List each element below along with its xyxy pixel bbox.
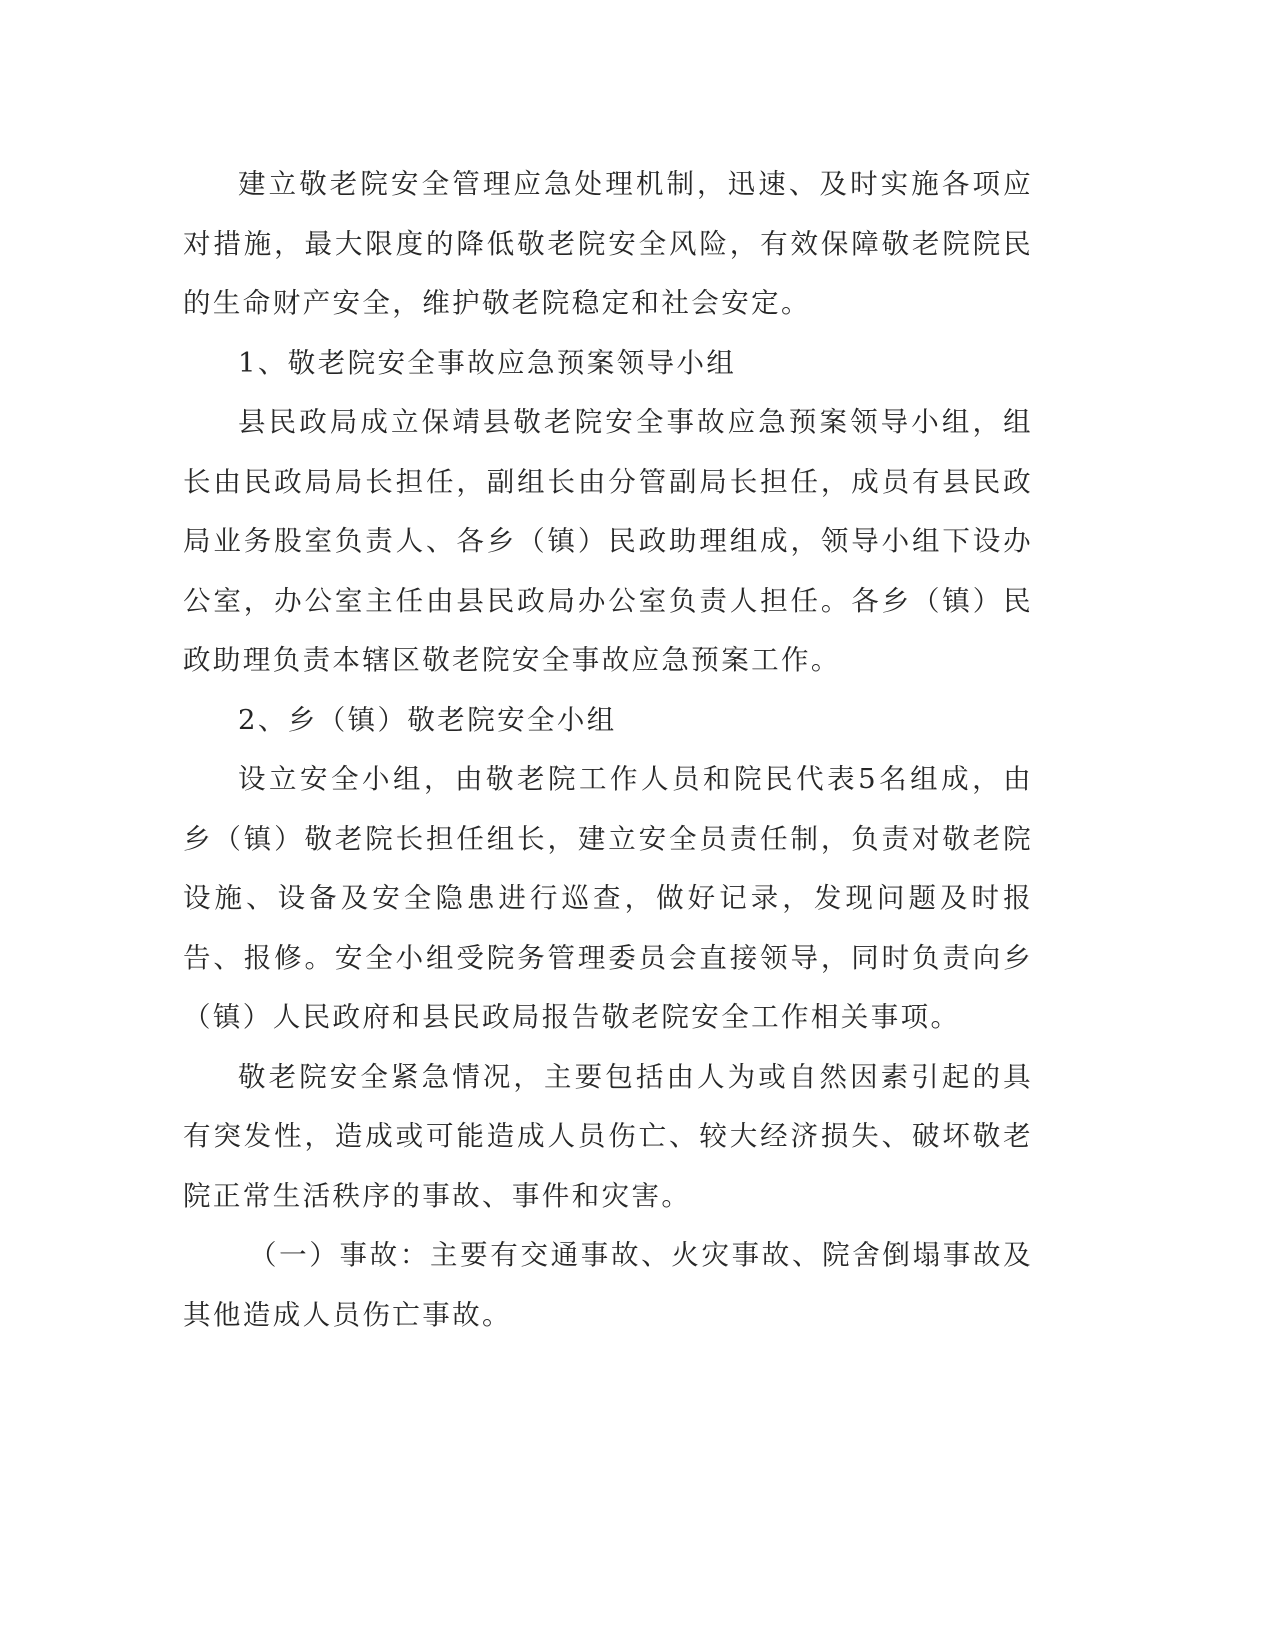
paragraph-intro: 建立敬老院安全管理应急处理机制，迅速、及时实施各项应对措施，最大限度的降低敬老院安全风险，有效保障敬老院院民的生命财产安全，维护敬老院稳定和社会安定。 (183, 168, 1033, 319)
document-body (183, 155, 1033, 1345)
paragraph-leadership-group: 县民政局成立保靖县敬老院安全事故应急预案领导小组，组长由民政局局长担任，副组长由分管副局长担任，成员有县民政局业务股室负责人、各乡（镇）民政助理组成，领导小组下设办公室，办公室主任由县民政局办公室负责人担任。各乡（镇）民政助理负责本辖区敬老院安全事故应急预案工作。 (183, 406, 1033, 676)
paragraph-accidents: （一）事故：主要有交通事故、火灾事故、院舍倒塌事故及其他造成人员伤亡事故。 (183, 1239, 1033, 1331)
heading-leadership-group: 1、敬老院安全事故应急预案领导小组 (238, 346, 737, 379)
heading-town-safety-group: 2、乡（镇）敬老院安全小组 (238, 703, 617, 736)
paragraph-emergency-definition: 敬老院安全紧急情况，主要包括由人为或自然因素引起的具有突发性，造成或可能造成人员伤亡、较大经济损失、破坏敬老院正常生活秩序的事故、事件和灾害。 (183, 1060, 1033, 1212)
paragraph-town-safety-group: 设立安全小组，由敬老院工作人员和院民代表5名组成，由乡（镇）敬老院长担任组长，建立安全员责任制，负责对敬老院设施、设备及安全隐患进行巡查，做好记录，发现问题及时报告、报修。安全小组受院务管理委员会直接领导，同时负责向乡（镇）人民政府和县民政局报告敬老院安全工作相关事项。 (183, 763, 1033, 1033)
